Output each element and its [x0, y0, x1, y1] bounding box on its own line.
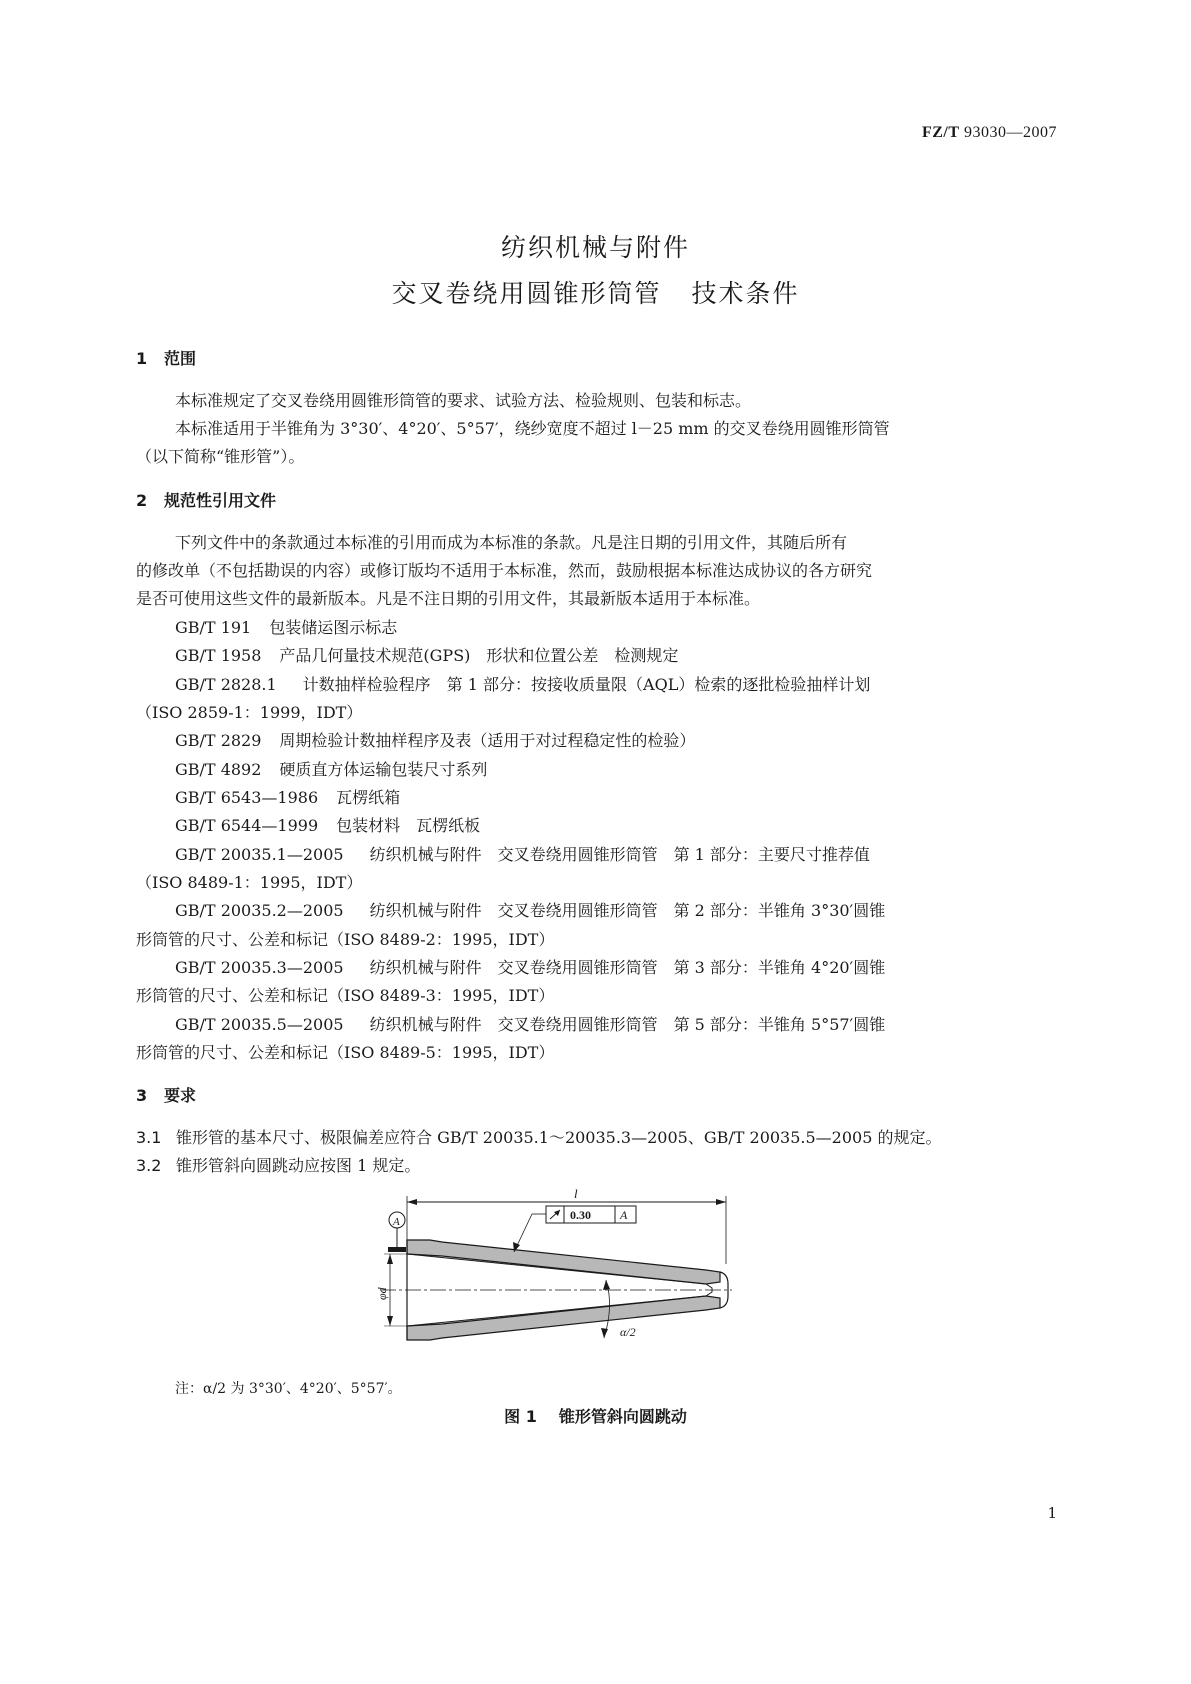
ref-item: GB/T 2829 周期检验计数抽样程序及表（适用于对过程稳定性的检验） [175, 731, 696, 750]
ref-item-cont: （ISO 2859-1：1999，IDT） [136, 703, 363, 722]
cone-tube-drawing [370, 1188, 740, 1368]
ref-item-cont: （ISO 8489-1：1995，IDT） [136, 873, 363, 892]
section-3-heading: 3 要求 [136, 1086, 197, 1105]
section-2-para-line-3: 是否可使用这些文件的最新版本。凡是不注日期的引用文件，其最新版本适用于本标准。 [136, 589, 761, 608]
angle-label: α/2 [620, 1325, 636, 1339]
tolerance-value: 0.30 [570, 1208, 591, 1222]
ref-item: GB/T 20035.5—2005 纺织机械与附件 交叉卷绕用圆锥形筒管 第 5 部分：半锥角 5°57′圆锥 [175, 1015, 886, 1034]
ref-item: GB/T 20035.2—2005 纺织机械与附件 交叉卷绕用圆锥形筒管 第 2 部分：半锥角 3°30′圆锥 [175, 901, 886, 920]
ref-item: GB/T 20035.1—2005 纺织机械与附件 交叉卷绕用圆锥形筒管 第 1 部分：主要尺寸推荐值 [175, 845, 870, 864]
section-1-para-2-line-1: 本标准适用于半锥角为 3°30′、4°20′、5°57′，绕纱宽度不超过 l－25 mm 的交叉卷绕用圆锥形筒管 [175, 419, 890, 438]
section-2-para-line-1: 下列文件中的条款通过本标准的引用而成为本标准的条款。凡是注日期的引用文件，其随后所有 [175, 533, 848, 552]
length-label: l [574, 1188, 578, 1201]
title-line-1: 纺织机械与附件 [500, 233, 690, 262]
clause-3-2: 3.2 锥形管斜向圆跳动应按图 1 规定。 [136, 1156, 421, 1175]
ref-item: GB/T 191 包装储运图示标志 [175, 618, 398, 637]
ref-item: GB/T 20035.3—2005 纺织机械与附件 交叉卷绕用圆锥形筒管 第 3 部分：半锥角 4°20′圆锥 [175, 958, 886, 977]
datum-label: A [393, 1216, 400, 1228]
standard-code: FZ/T 93030—2007 [921, 124, 1057, 141]
figure-caption: 图 1 锥形管斜向圆跳动 [504, 1407, 687, 1426]
tolerance-datum: A [620, 1208, 628, 1222]
ref-item-cont: 形筒管的尺寸、公差和标记（ISO 8489-5：1995，IDT） [136, 1043, 555, 1062]
ref-item: GB/T 4892 硬质直方体运输包装尺寸系列 [175, 760, 488, 779]
clause-3-1: 3.1 锥形管的基本尺寸、极限偏差应符合 GB/T 20035.1～20035.3—2005、GB/T 20035.5—2005 的规定。 [136, 1128, 942, 1147]
ref-item: GB/T 6543—1986 瓦楞纸箱 [175, 788, 401, 807]
title-line-2: 交叉卷绕用圆锥形筒管 技术条件 [391, 279, 800, 308]
diameter-label: φd [375, 1287, 389, 1300]
ref-item: GB/T 2828.1 计数抽样检验程序 第 1 部分：按接收质量限（AQL）检索的逐批检验抽样计划 [175, 675, 871, 694]
section-2-para-line-2: 的修改单（不包括勘误的内容）或修订版均不适用于本标准，然而，鼓励根据本标准达成协议的各方研究 [136, 561, 873, 580]
section-1-para-2-line-2: （以下简称“锥形管”）。 [136, 447, 305, 466]
ref-item-cont: 形筒管的尺寸、公差和标记（ISO 8489-2：1995，IDT） [136, 930, 555, 949]
figure-1 [370, 1188, 740, 1372]
ref-item: GB/T 1958 产品几何量技术规范(GPS) 形状和位置公差 检测规定 [175, 646, 679, 665]
section-2-heading: 2 规范性引用文件 [136, 491, 277, 510]
ref-item-cont: 形筒管的尺寸、公差和标记（ISO 8489-3：1995，IDT） [136, 986, 555, 1005]
ref-item: GB/T 6544—1999 包装材料 瓦楞纸板 [175, 816, 481, 835]
figure-note: 注：α/2 为 3°30′、4°20′、5°57′。 [175, 1381, 402, 1397]
page-number: 1 [1047, 1504, 1057, 1522]
section-1-para-1: 本标准规定了交叉卷绕用圆锥形筒管的要求、试验方法、检验规则、包装和标志。 [175, 391, 752, 410]
section-1-heading: 1 范围 [136, 349, 197, 368]
